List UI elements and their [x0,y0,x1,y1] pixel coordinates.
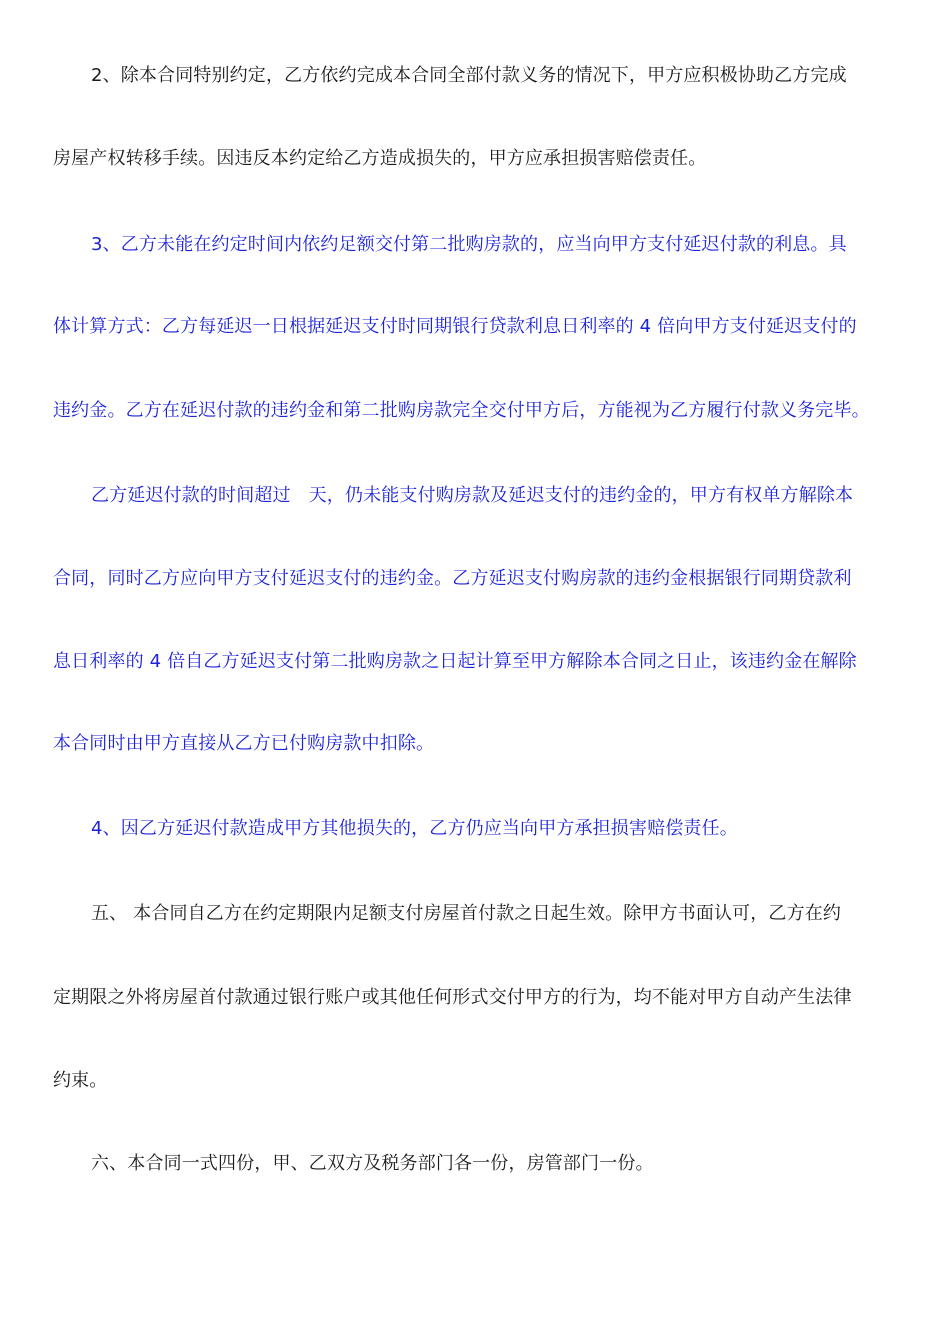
termination-line-4: 本合同时由甲方直接从乙方已付购房款中扣除。 [53,733,435,754]
clause-4-3-line-2: 体计算方式：乙方每延迟一日根据延迟支付时同期银行贷款利息日利率的 4 倍向甲方支付延迟支付的 [53,316,857,337]
termination-line-3: 息日利率的 4 倍自乙方延迟支付第二批购房款之日起计算至甲方解除本合同之日止，该违约金在解除 [53,651,857,672]
termination-line-1-after-blank: 天，仍未能支付购房款及延迟支付的违约金的，甲方有权单方解除本 [308,485,854,506]
clause-4-4-line-1: 4、因乙方延迟付款造成甲方其他损失的，乙方仍应当向甲方承担损害赔偿责任。 [91,818,738,839]
termination-line-1 [91,484,903,508]
clause-5-line-2: 定期限之外将房屋首付款通过银行账户或其他任何形式交付甲方的行为，均不能对甲方自动产生法律 [53,987,852,1008]
clause-5-line-3: 约束。 [53,1070,108,1091]
termination-line-2: 合同，同时乙方应向甲方支付延迟支付的违约金。乙方延迟支付购房款的违约金根据银行同期贷款利 [53,568,852,589]
clause-4-2-line-2: 房屋产权转移手续。因违反本约定给乙方造成损失的，甲方应承担损害赔偿责任。 [53,148,707,169]
clause-4-2-line-1: 2、除本合同特别约定，乙方依约完成本合同全部付款义务的情况下，甲方应积极协助乙方完成 [91,65,847,86]
clause-5-line-1: 五、 本合同自乙方在约定期限内足额支付房屋首付款之日起生效。除甲方书面认可，乙方在约 [91,903,842,924]
clause-6-line-1: 六、本合同一式四份，甲、乙双方及税务部门各一份，房管部门一份。 [91,1153,654,1174]
termination-line-1-before-blank: 乙方延迟付款的时间超过 [91,485,291,506]
clause-4-3-line-1: 3、乙方未能在约定时间内依约足额交付第二批购房款的，应当向甲方支付延迟付款的利息。具 [91,234,847,255]
clause-4-3-line-3: 违约金。乙方在延迟付款的违约金和第二批购房款完全交付甲方后，方能视为乙方履行付款义务完毕。 [53,400,870,421]
